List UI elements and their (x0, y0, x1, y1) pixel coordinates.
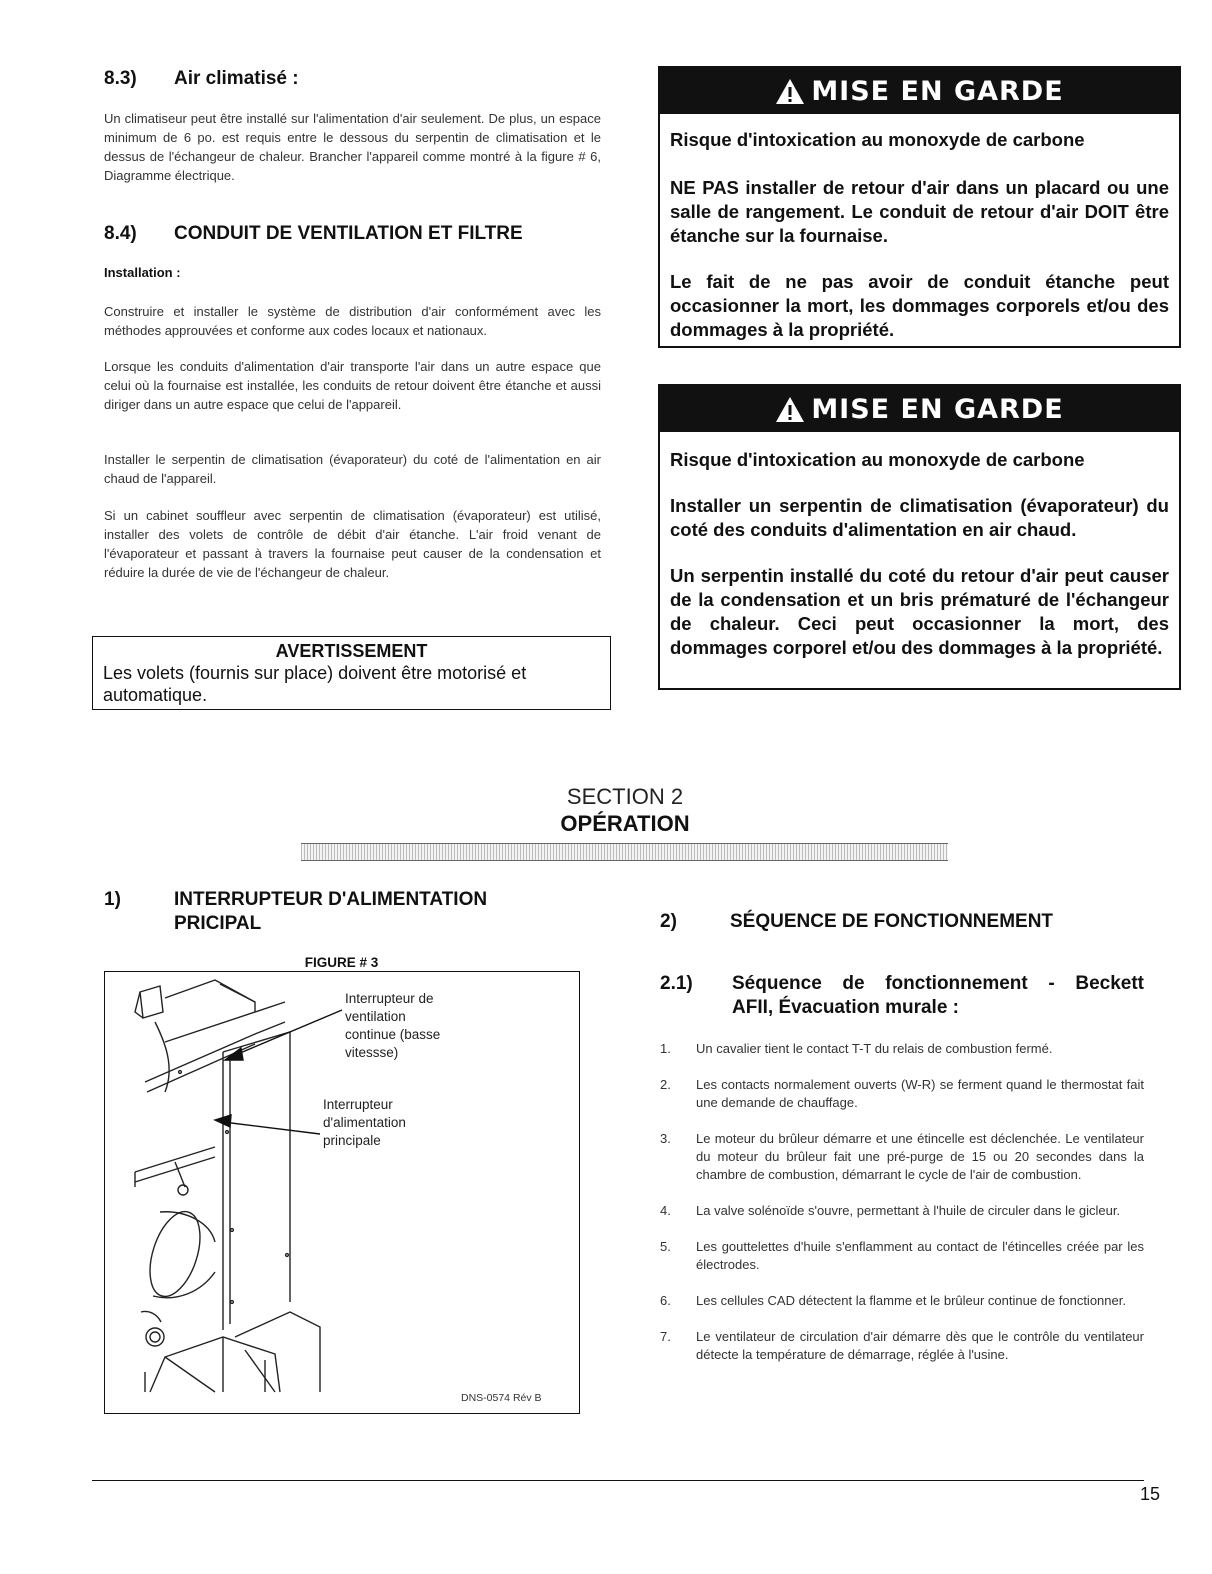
warning-1-para-3: Le fait de ne pas avoir de conduit étanche peut occasionner la mort, les dommages corporels et/ou des dommages à la propriété. (670, 271, 1169, 340)
figure-title: FIGURE # 3 (304, 955, 379, 970)
avertissement-box (92, 636, 611, 710)
callout-main-switch: Interrupteur d'alimentation principale (323, 1097, 406, 1148)
heading-8-4: 8.4) CONDUIT DE VENTILATION ET FILTRE (104, 223, 523, 244)
list-item: 1. Un cavalier tient le contact T-T du relais de combustion fermé. (660, 1041, 1053, 1056)
paragraph-8-4-2: Lorsque les conduits d'alimentation d'air transporte l'air dans un autre espace que celui où la fournaise est installée, les conduits de retour doivent être étanche et aussi diriger dans un autre espace que celui de l'appareil. (104, 359, 601, 412)
list-item: 7. Le ventilateur de circulation d'air démarre dès que le contrôle du ventilateur détecte la température de démarrage, réglée à l'usine. (660, 1329, 1144, 1362)
callout-vent-switch: Interrupteur de ventilation continue (basse vitessse) (345, 991, 441, 1060)
warning-header-1: MISE EN GARDE (660, 68, 1179, 114)
heading-2: 2) SÉQUENCE DE FONCTIONNEMENT (660, 911, 1054, 932)
list-item: 5. Les gouttelettes d'huile s'enflamment au contact de l'étincelles créée par les électrodes. (660, 1239, 1144, 1272)
warning-2-para-2: Installer un serpentin de climatisation (évaporateur) du coté des conduits d'alimentation en air chaud. (670, 495, 1169, 540)
paragraph-8-3: Un climatiseur peut être installé sur l'alimentation d'air seulement. De plus, un espace minimum de 6 po. est requis entre le dessous du serpentin de climatisation et le dessus de l'échangeur de chaleur. Brancher l'appareil comme montré à la figure # 6, Diagramme électrique. (104, 111, 601, 183)
warning-1-para-2: NE PAS installer de retour d'air dans un placard ou une salle de rangement. Le conduit de retour d'air DOIT être étanche sur la fournaise. (670, 177, 1169, 246)
installation-label: Installation : (104, 265, 181, 280)
figure-reference: DNS-0574 Rév B (461, 1392, 542, 1404)
avertissement-title: AVERTISSEMENT (275, 641, 428, 661)
warning-2-para-3: Un serpentin installé du coté du retour d'air peut causer de la condensation et un bris prématuré de l'échangeur de chaleur. Ceci peut occasionner la mort, des dommages corporel et/ou des dommages à la propriété. (670, 565, 1169, 658)
avertissement-text: Les volets (fournis sur place) doivent être motorisé et automatique. (103, 663, 527, 705)
furnace-diagram (105, 972, 579, 1413)
heading-8-3: 8.3) Air climatisé : (104, 68, 299, 89)
paragraph-8-4-4: Si un cabinet souffleur avec serpentin de climatisation (évaporateur) est utilisé, installer des volets de contrôle de débit d'air étanche. L'air froid venant de l'évaporateur et passant à travers la fournaise peut causer de la condensation et réduire la durée de vie de l'échangeur de chaleur. (104, 508, 601, 580)
warning-box-2 (658, 384, 1181, 690)
list-item: 6. Les cellules CAD détectent la flamme et le brûleur continue de fonctionner. (660, 1293, 1126, 1308)
warning-2-para-1: Risque d'intoxication au monoxyde de carbone (670, 449, 1085, 470)
section-divider (301, 843, 948, 861)
warning-1-para-1: Risque d'intoxication au monoxyde de carbone (670, 129, 1085, 150)
heading-1: 1) INTERRUPTEUR D'ALIMENTATION PRICIPAL (104, 889, 488, 934)
list-item: 4. La valve solénoïde s'ouvre, permettant à l'huile de circuler dans le gicleur. (660, 1203, 1121, 1218)
list-item: 3. Le moteur du brûleur démarre et une étincelle est déclenchée. Le ventilateur du moteur du brûleur fait une pré-purge de 15 ou 20 secondes dans la chambre de combustion, démarrant le cycle de l'air de combustion. (660, 1131, 1144, 1182)
warning-triangle-icon (775, 78, 805, 105)
paragraph-8-4-1: Construire et installer le système de distribution d'air conformément avec les méthodes approuvées et conforme aux codes locaux et nationaux. (104, 304, 601, 338)
section-title: OPÉRATION (560, 811, 690, 836)
page-number: 15 (1140, 1484, 1161, 1504)
paragraph-8-4-3: Installer le serpentin de climatisation (évaporateur) du coté de l'alimentation en air chaud de l'appareil. (104, 452, 601, 486)
list-item: 2. Les contacts normalement ouverts (W-R) se ferment quand le thermostat fait une demande de chauffage. (660, 1077, 1144, 1110)
warning-box-1 (658, 66, 1181, 348)
section-number: SECTION 2 (566, 784, 684, 809)
warning-triangle-icon (775, 396, 805, 423)
heading-2-1: 2.1) Séquence de fonctionnement - Beckett AFII, Évacuation murale : (660, 973, 1144, 1018)
footer-rule (92, 1480, 1144, 1481)
sequence-steps (660, 1040, 1144, 1364)
figure-3 (104, 971, 580, 1414)
warning-header-2: MISE EN GARDE (660, 386, 1179, 432)
